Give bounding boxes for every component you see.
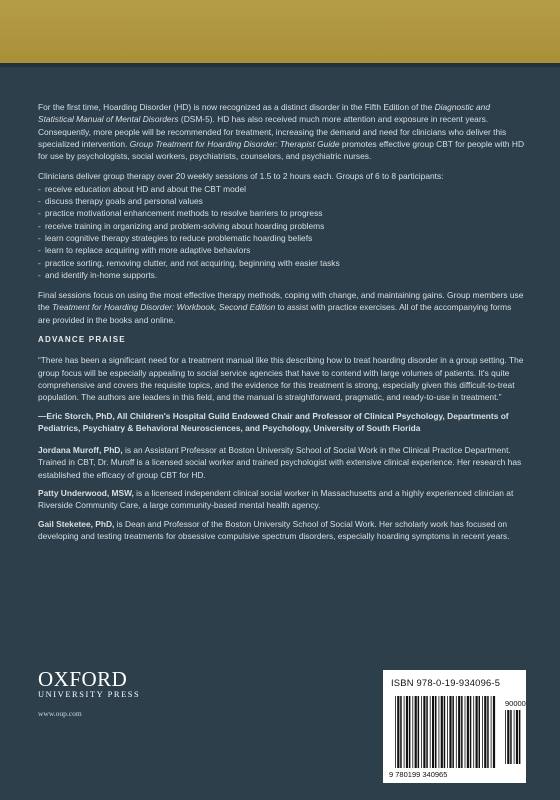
barcode-bar (421, 696, 422, 768)
back-cover-text (38, 101, 524, 548)
barcode-bar (470, 696, 472, 768)
barcode-bar (439, 696, 440, 768)
barcode-bar (409, 696, 411, 768)
barcode-bar (461, 696, 463, 768)
praise-attribution: —Eric Storch, PhD, All Children's Hospital Guild Endowed Chair and Professor of Clinical Psychology, Departments of Pediatrics, Psychiatry & Behavioral Neurosciences, and Psychology, University of South Florida (38, 410, 509, 433)
barcode-bar (491, 696, 492, 768)
barcode-bar (505, 710, 506, 764)
author-name: Gail Steketee, PhD, (38, 518, 115, 529)
list-item: - practice motivational enhancement methods to resolve barriers to progress (38, 207, 524, 219)
barcode-bar (484, 696, 486, 768)
list-item: - receive training in organizing and problem-solving about hoarding problems (38, 220, 524, 232)
barcode-bar (444, 696, 446, 768)
barcode-bar (426, 696, 428, 768)
barcode-bar (449, 696, 451, 768)
barcode-graphic (383, 670, 526, 783)
publisher-logo (38, 668, 168, 700)
barcode-bar (510, 710, 512, 764)
author-bio-muroff: Jordana Muroff, PhD, is an Assistant Professor at Boston University School of Social Work in the Clinical Practice Department. Trained in CBT, Dr. Muroff is a licensed social worker and trained psychologist with extensive clinical experience. Her research has established the efficacy of group CBT for HD. (38, 445, 522, 480)
barcode-bar (476, 696, 478, 768)
ean-digits: 9 780199 340965 (389, 770, 448, 779)
final-sessions-paragraph: Final sessions focus on using the most effective therapy methods, coping with change, and maintaining gains. Group members use the Treatment for Hoarding Disorder: Workbook, Second Edition to assist with practice exercises. All of the accompanying forms are provided in the books and online. (38, 290, 524, 325)
barcode-bar (404, 696, 405, 768)
author-name: Jordana Muroff, PhD, (38, 445, 123, 456)
author-name: Patty Underwood, MSW, (38, 488, 134, 499)
barcode-bar (423, 696, 425, 768)
header-divider (0, 63, 560, 67)
barcode-bar (430, 696, 431, 768)
isbn-barcode (383, 670, 526, 783)
intro-paragraph: For the first time, Hoarding Disorder (HD) is now recognized as a distinct disorder in the Fifth Edition of the Diagnostic and Statistical Manual of Mental Disorders (DSM-5). HD has also received much more attention and exposure in recent years. Consequently, more people will be recommended for treatment, increasing the demand and need for clinicians who deliver this specialized intervention. Group Treatment for Hoarding Disorder: Therapist Guide promotes effective group CBT for people with HD for use by psychologists, social workers, psychiatrists, counselors, and psychiatric nurses. (38, 102, 524, 162)
barcode-bar (395, 696, 396, 768)
list-item: - discuss therapy goals and personal values (38, 195, 524, 207)
barcode-bar (397, 696, 399, 768)
barcode-bar (447, 696, 448, 768)
isbn-label: ISBN 978-0-19-934096-5 (391, 677, 501, 688)
barcode-bar (493, 696, 495, 768)
barcode-bar (418, 696, 420, 768)
barcode-bar (400, 696, 402, 768)
list-item: - receive education about HD and about the CBT model (38, 183, 524, 195)
barcode-bar (406, 696, 408, 768)
list-item: - practice sorting, removing clutter, and not acquiring, beginning with easier tasks (38, 257, 524, 269)
barcode-bar (514, 710, 515, 764)
list-item: - and identify in-home supports. (38, 269, 524, 281)
list-item: - learn cognitive therapy strategies to reduce problematic hoarding beliefs (38, 232, 524, 244)
praise-quote: “There has been a significant need for a treatment manual like this describing how to treat hoarding disorder in a group setting. The group focus will be especially appealing to social service agencies that have to contend with large volumes of patients. It's quite comprehensive and covers the requisite topics, and the evidence for this treatment is strong, especially given this difficult-to-treat population. The authors are leaders in this field, and the manual is straightforward, pragmatic, and ready-to-use in treatment.” (38, 355, 524, 403)
participant-activities-list (38, 183, 524, 281)
barcode-bar (452, 696, 454, 768)
author-bio-underwood: Patty Underwood, MSW, is a licensed independent clinical social worker in Massachusetts and a highly experienced clinician at Riverside Community Care, a large community-based mental health agency. (38, 488, 514, 511)
list-item: - learn to replace acquiring with more adaptive behaviors (38, 244, 524, 256)
barcode-bar (467, 696, 469, 768)
barcode-bar (482, 696, 483, 768)
sessions-intro: Clinicians deliver group therapy over 20 weekly sessions of 1.5 to 2 hours each. Groups of 6 to 8 participants: (38, 171, 444, 182)
publisher-subtitle: UNIVERSITY PRESS (38, 690, 141, 699)
gold-header-band (0, 0, 560, 63)
barcode-bar (412, 696, 413, 768)
barcode-bar (487, 696, 489, 768)
barcode-bar (479, 696, 481, 768)
barcode-bar (435, 696, 437, 768)
barcode-bar (473, 696, 474, 768)
barcode-bar (507, 710, 509, 764)
barcode-bar (519, 710, 521, 764)
publisher-name: OXFORD (38, 667, 128, 691)
barcode-bar (415, 696, 417, 768)
price-code: 90000 (505, 699, 526, 708)
barcode-bar (458, 696, 460, 768)
barcode-bar (432, 696, 434, 768)
publisher-url: www.oup.com (38, 709, 82, 718)
advance-praise-heading: ADVANCE PRAISE (38, 335, 126, 345)
barcode-bar (456, 696, 457, 768)
author-bio-steketee: Gail Steketee, PhD, is Dean and Professor of the Boston University School of Social Work. Her scholarly work has focused on developing and testing treatments for obsessive compulsive spectrum disorders, especially hoarding symptoms in recent years. (38, 518, 510, 541)
barcode-bar (516, 710, 518, 764)
barcode-bar (465, 696, 466, 768)
barcode-bar (441, 696, 443, 768)
